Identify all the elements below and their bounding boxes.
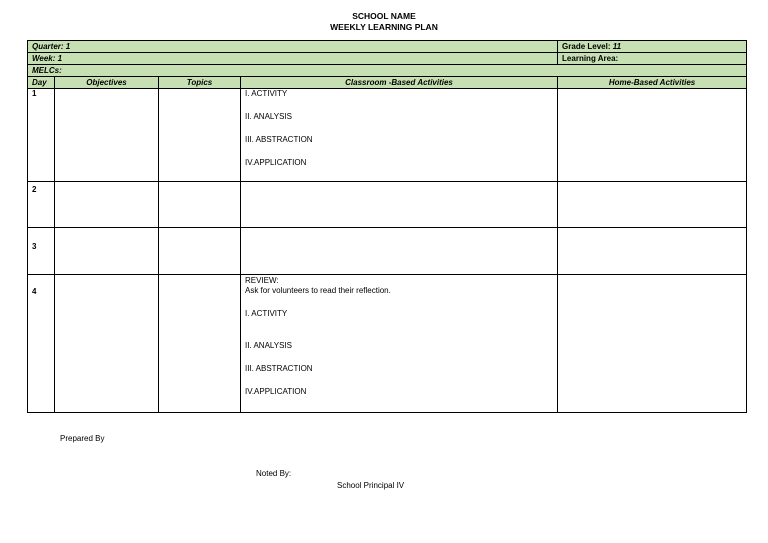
col-header-home: Home-Based Activities: [558, 77, 747, 89]
quarter-cell: Quarter: 1: [28, 41, 558, 53]
grade-level-label: Grade Level:: [562, 42, 611, 51]
table-row: [28, 89, 747, 182]
home-activities-cell[interactable]: [558, 182, 747, 228]
application-line: IV.APPLICATION: [245, 158, 307, 167]
col-header-day: Day: [28, 77, 55, 89]
application-line: IV.APPLICATION: [245, 387, 307, 396]
col-header-topics: Topics: [159, 77, 241, 89]
abstraction-line: III. ABSTRACTION: [245, 364, 313, 373]
day-number: 1: [28, 89, 55, 182]
table-row: [28, 228, 747, 275]
melcs-row: [28, 65, 747, 77]
objectives-cell[interactable]: [55, 182, 159, 228]
activity-line: I. ACTIVITY: [245, 89, 288, 98]
day-number: 3: [28, 228, 55, 275]
classroom-activities-cell[interactable]: [241, 182, 558, 228]
col-header-classroom: Classroom -Based Activities: [241, 77, 558, 89]
learning-area-cell: Learning Area:: [558, 53, 747, 65]
prepared-by-label: Prepared By: [60, 434, 105, 443]
noted-by-label: Noted By:: [256, 469, 292, 478]
objectives-cell[interactable]: [55, 228, 159, 275]
school-name: SCHOOL NAME: [352, 11, 416, 21]
classroom-activities-cell[interactable]: [241, 275, 558, 413]
week-row: [28, 53, 747, 65]
table-row: [28, 275, 747, 413]
home-activities-cell[interactable]: [558, 228, 747, 275]
document-header: [0, 11, 768, 33]
home-activities-cell[interactable]: [558, 275, 747, 413]
topics-cell[interactable]: [159, 89, 241, 182]
column-header-row: [28, 77, 747, 89]
principal-title: School Principal IV: [337, 481, 405, 490]
table-row: [28, 182, 747, 228]
grade-level-value: 11: [612, 42, 622, 51]
topics-cell[interactable]: [159, 182, 241, 228]
review-instruction-line: Ask for volunteers to read their reflection.: [245, 286, 391, 295]
abstraction-line: III. ABSTRACTION: [245, 135, 313, 144]
review-line: REVIEW:: [245, 276, 279, 285]
classroom-activities-cell[interactable]: [241, 89, 558, 182]
topics-cell[interactable]: [159, 228, 241, 275]
home-activities-cell[interactable]: [558, 89, 747, 182]
activity-line: I. ACTIVITY: [245, 309, 288, 318]
topics-cell[interactable]: [159, 275, 241, 413]
week-cell: Week: 1: [28, 53, 558, 65]
quarter-row: [28, 41, 747, 53]
day-number: 4: [28, 275, 55, 413]
melcs-cell: MELCs:: [28, 65, 747, 77]
grade-level-cell: [558, 41, 747, 53]
classroom-activities-cell[interactable]: [241, 228, 558, 275]
day-number: 2: [28, 182, 55, 228]
analysis-line: II. ANALYSIS: [245, 112, 292, 121]
col-header-objectives: Objectives: [55, 77, 159, 89]
plan-title: WEEKLY LEARNING PLAN: [330, 22, 438, 32]
objectives-cell[interactable]: [55, 275, 159, 413]
objectives-cell[interactable]: [55, 89, 159, 182]
analysis-line: II. ANALYSIS: [245, 341, 292, 350]
plan-table: [27, 40, 747, 413]
